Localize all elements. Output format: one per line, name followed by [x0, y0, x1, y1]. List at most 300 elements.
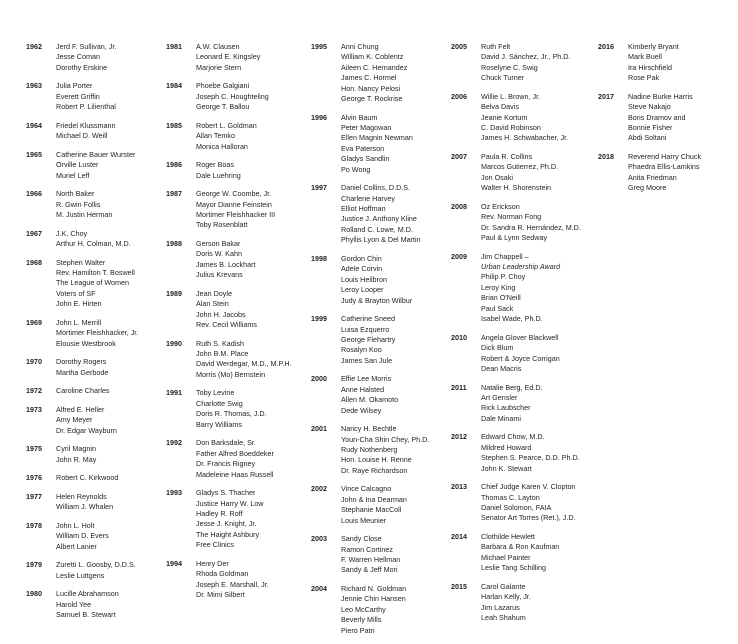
honoree-name: William J. Whalen: [56, 502, 114, 512]
honoree-name: The Haight Ashbury: [196, 529, 260, 539]
honoree-name: Hon. Louise H. Renne: [341, 455, 412, 465]
year-entry: [311, 183, 429, 245]
honoree-name: Joseph E. Marshall, Jr.: [196, 579, 269, 589]
honoree-name: Abdi Soltani: [628, 133, 667, 143]
honoree-name: David J. Sánchez, Jr., Ph.D.: [481, 52, 571, 62]
honoree-name: Doris R. Thomas, J.D.: [196, 409, 267, 419]
honoree-names: [56, 405, 117, 436]
year-label: 2010: [451, 332, 467, 342]
honoree-name: Paul Sack: [481, 303, 514, 313]
year-label: 1984: [166, 81, 182, 91]
honoree-name: George W. Coombe, Jr.: [196, 189, 272, 199]
year-label: 2004: [311, 583, 327, 593]
year-label: 1967: [26, 228, 42, 238]
honoree-name: Rudy Nothenberg: [341, 444, 398, 454]
year-entry: [26, 258, 138, 310]
honoree-name: James C. Hormel: [341, 73, 397, 83]
honoree-name: Marjorie Stern: [196, 62, 242, 72]
honoree-names: [56, 521, 109, 552]
year-entry: [26, 318, 138, 349]
year-entry: [451, 42, 581, 84]
honoree-name: Everett Griffin: [56, 91, 100, 101]
honoree-name: Mildred Howard: [481, 442, 532, 452]
honoree-name: John L. Holt: [56, 520, 95, 530]
honoree-name: Lucille Abrahamson: [56, 589, 119, 599]
honoree-names: [56, 386, 110, 396]
honoree-name: Chief Judge Karen V. Clopton: [481, 482, 576, 492]
honoree-names: [56, 81, 116, 112]
honoree-name: Dale Minami: [481, 413, 521, 423]
honoree-name: Jeanie Kortum: [481, 112, 528, 122]
honoree-name: Robert L. Goldman: [196, 120, 257, 130]
honoree-name: Boris Dramov and: [628, 112, 686, 122]
year-label: 1969: [26, 317, 42, 327]
honoree-name: Nadine Burke Harris: [628, 91, 693, 101]
honoree-name: Rick Laubscher: [481, 403, 531, 413]
honoree-name: Po Wong: [341, 164, 371, 174]
year-entry: [451, 333, 581, 375]
column-3: [311, 42, 429, 644]
year-entry: [311, 584, 429, 636]
year-label: 1978: [26, 520, 42, 530]
honoree-name: Dr. Mimi Silbert: [196, 589, 245, 599]
honoree-name: Muriel Leff: [56, 170, 90, 180]
honoree-name: Brian O'Neill: [481, 293, 521, 303]
honoree-name: Henry Der: [196, 558, 229, 568]
honoree-name: Hadley R. Roff: [196, 508, 243, 518]
year-label: 1966: [26, 189, 42, 199]
year-label: 1970: [26, 357, 42, 367]
honoree-names: [196, 339, 292, 381]
honoree-name: Don Barksdale, Sr.: [196, 438, 256, 448]
honoree-names: [196, 160, 241, 181]
honoree-name: Aileen C. Hernandez: [341, 62, 408, 72]
year-label: 2016: [598, 42, 614, 51]
honoree-name: Rolland C. Lowe, M.D.: [341, 224, 413, 234]
honoree-name: Stephen S. Pearce, D.D. Ph.D.: [481, 453, 580, 463]
year-entry: [166, 438, 292, 480]
honoree-name: Julius Krevans: [196, 270, 243, 280]
year-label: 2001: [311, 424, 327, 434]
honoree-name: Mayor Dianne Feinstein: [196, 199, 272, 209]
honoree-name: Clothilde Hewlett: [481, 531, 535, 541]
year-label: 2000: [311, 374, 327, 384]
honoree-name: Harlan Kelly, Jr.: [481, 592, 531, 602]
honoree-names: [196, 388, 267, 430]
honoree-name: John K. Stewart: [481, 463, 532, 473]
year-entry: [451, 582, 581, 624]
honoree-name: Robert C. Kirkwood: [56, 473, 119, 483]
year-label: 2002: [311, 484, 327, 494]
honoree-name: Gladys S. Thacher: [196, 488, 256, 498]
honoree-names: [481, 202, 581, 244]
honoree-name: Youn-Cha Shin Chey, Ph.D.: [341, 434, 430, 444]
honoree-names: [56, 318, 138, 349]
honoree-name: Cyril Magnin: [56, 444, 96, 454]
honoree-names: [56, 121, 116, 142]
honoree-name: Sandy & Jeff Mori: [341, 565, 398, 575]
year-label: 1972: [26, 386, 42, 396]
honoree-name: Piero Patri: [341, 625, 375, 635]
year-label: 1987: [166, 189, 182, 199]
honoree-name: Anne Halsted: [341, 384, 385, 394]
honoree-names: [341, 484, 407, 526]
honoree-name: Dick Blum: [481, 343, 514, 353]
honoree-name: Rhoda Goldman: [196, 569, 249, 579]
year-label: 2011: [451, 382, 467, 392]
year-label: 1992: [166, 438, 182, 448]
year-entry: [26, 405, 138, 436]
honoree-name: Michael Painter: [481, 552, 531, 562]
honoree-name: Dean Macris: [481, 363, 522, 373]
honoree-name: Walter H. Shorenstein: [481, 183, 552, 193]
honoree-name: Natalie Berg, Ed.D.: [481, 382, 543, 392]
honoree-name: Justice J. Anthony Kline: [341, 214, 417, 224]
honoree-name: George T. Rockrise: [341, 94, 403, 104]
honoree-name: Charlotte Swig: [196, 398, 243, 408]
honoree-name: Ellen Magnin Newman: [341, 133, 413, 143]
honoree-names: [56, 492, 113, 513]
honoree-name: David Werdegar, M.D., M.P.H.: [196, 359, 292, 369]
year-entry: [451, 252, 581, 325]
honoree-name: William D. Evers: [56, 531, 109, 541]
honoree-name: Paul & Lynn Sedway: [481, 233, 548, 243]
honoree-names: [196, 559, 269, 601]
honoree-name: Willie L. Brown, Jr.: [481, 91, 541, 101]
year-label: 1986: [166, 160, 182, 170]
honoree-names: [628, 42, 679, 84]
honoree-name: William K. Coblentz: [341, 52, 404, 62]
honoree-name: Martha Gerbode: [56, 367, 109, 377]
honoree-name: Rosalyn Koo: [341, 345, 382, 355]
honoree-name: Allan Temko: [196, 131, 236, 141]
honoree-name: Mortimer Fleishhacker III: [196, 210, 276, 220]
year-label: 1968: [26, 257, 42, 267]
honoree-names: [481, 582, 531, 624]
honoree-names: [341, 584, 406, 636]
year-entry: [26, 521, 138, 552]
year-label: 1988: [166, 239, 182, 249]
year-label: 1962: [26, 42, 42, 51]
honoree-name: Dorothy Rogers: [56, 357, 107, 367]
honoree-name: Hon. Nancy Pelosi: [341, 83, 401, 93]
honoree-name: Anita Friedman: [628, 172, 677, 182]
honoree-names: [196, 42, 260, 73]
year-label: 1981: [166, 42, 182, 51]
honoree-name: Helen Reynolds: [56, 491, 107, 501]
year-label: 1995: [311, 42, 327, 51]
year-entry: [598, 42, 701, 84]
honoree-names: [481, 42, 570, 84]
honoree-name: Doris W. Kahn: [196, 249, 242, 259]
honoree-names: [628, 152, 701, 194]
year-entry: [166, 488, 292, 550]
honoree-names: [196, 121, 257, 152]
honoree-names: [196, 81, 269, 112]
year-entry: [26, 560, 138, 581]
honoree-names: [341, 314, 395, 366]
honoree-names: [56, 258, 135, 310]
honoree-name: Phoebe Galgiani: [196, 81, 250, 91]
honoree-name: Daniel Collins, D.D.S.: [341, 183, 411, 193]
honoree-name: Samuel B. Stewart: [56, 610, 116, 620]
honoree-name: Alvin Baum: [341, 112, 378, 122]
year-entry: [311, 314, 429, 366]
year-label: 2007: [451, 152, 467, 162]
year-label: 2017: [598, 91, 614, 101]
honoree-name: Reverend Harry Chuck: [628, 152, 702, 162]
honoree-name: Dale Luehring: [196, 170, 241, 180]
honoree-name: Edward Chow, M.D.: [481, 432, 545, 442]
honoree-name: Art Gensler: [481, 392, 518, 402]
honoree-name: Ira Hirschfield: [628, 62, 672, 72]
year-label: 1997: [311, 183, 327, 193]
honoree-name: James H. Schwabacher, Jr.: [481, 133, 569, 143]
honoree-name: Leroy King: [481, 282, 516, 292]
honoree-name: Thomas C. Layton: [481, 492, 540, 502]
year-entry: [311, 42, 429, 104]
honoree-names: [341, 254, 412, 306]
honoree-name: Marcos Gutierrez, Ph.D.: [481, 162, 559, 172]
honoree-name: Rev. Hamilton T. Boswell: [56, 268, 135, 278]
honoree-name: Oz Erickson: [481, 201, 520, 211]
year-label: 1985: [166, 120, 182, 130]
honoree-names: [481, 482, 576, 524]
honoree-name: James San Jule: [341, 355, 393, 365]
year-label: 1977: [26, 491, 42, 501]
honoree-names: [481, 383, 543, 425]
honoree-name: Rev. Cecil Williams: [196, 320, 257, 330]
honoree-name: C. David Robinson: [481, 123, 541, 133]
year-entry: [26, 150, 138, 181]
honoree-name: Ruth S. Kadish: [196, 338, 244, 348]
honoree-name: Eva Paterson: [341, 143, 385, 153]
year-entry: [451, 532, 581, 574]
year-label: 1990: [166, 338, 182, 348]
honoree-name: Nancy H. Bechtle: [341, 424, 397, 434]
honoree-name: Belva Davis: [481, 102, 519, 112]
honoree-names: [341, 113, 413, 175]
honoree-name: Beverly Mills: [341, 615, 382, 625]
honoree-name: Alan Stein: [196, 299, 229, 309]
honoree-names: [196, 289, 257, 331]
year-entry: [166, 239, 292, 281]
year-entry: [26, 189, 138, 220]
year-label: 2005: [451, 42, 467, 51]
honoree-names: [341, 183, 421, 245]
honoree-names: [481, 532, 559, 574]
year-entry: [26, 81, 138, 112]
year-entry: [26, 42, 138, 73]
honoree-names: [56, 229, 131, 250]
honoree-name: Robert & Joyce Corrigan: [481, 353, 560, 363]
honoree-names: [341, 42, 407, 104]
honoree-name: Gladys Sandlin: [341, 154, 390, 164]
year-entry: [26, 357, 138, 378]
honoree-name: Elliot Hoffman: [341, 204, 386, 214]
year-entry: [451, 383, 581, 425]
honoree-names: [481, 333, 560, 375]
year-label: 1994: [166, 558, 182, 568]
honoree-name: Rev. Norman Fong: [481, 212, 542, 222]
honoree-name: Toby Levine: [196, 388, 235, 398]
year-entry: [166, 559, 292, 601]
honoree-name: Caroline Charles: [56, 386, 110, 396]
honoree-name: The League of Women: [56, 278, 129, 288]
honoree-name: Ruth Felt: [481, 42, 511, 51]
year-label: 2006: [451, 91, 467, 101]
honoree-name: John & Ina Dearman: [341, 494, 407, 504]
year-label: 1996: [311, 112, 327, 122]
honoree-name: Dorothy Erskine: [56, 62, 108, 72]
honoree-name: Free Clinics: [196, 540, 234, 550]
honoree-name: Stephen Walter: [56, 257, 106, 267]
honoree-name: Allen M. Okamoto: [341, 395, 399, 405]
year-label: 1965: [26, 149, 42, 159]
honoree-name: Catherine Bauer Wurster: [56, 149, 136, 159]
honoree-name: Leroy Looper: [341, 285, 384, 295]
year-entry: [451, 482, 581, 524]
honoree-name: Dr. Raye Richardson: [341, 465, 408, 475]
honoree-name: Dr. Sandra R. Hernández, M.D.: [481, 222, 581, 232]
honoree-name: Barbara & Ron Kaufman: [481, 542, 560, 552]
award-name: Urban Leadership Award: [481, 262, 561, 272]
year-entry: [311, 113, 429, 175]
year-entry: [26, 492, 138, 513]
honoree-name: North Baker: [56, 189, 95, 199]
honoree-names: [56, 189, 112, 220]
honoree-name: Jerd F. Sullivan, Jr.: [56, 42, 117, 51]
honoree-name: A.W. Clausen: [196, 42, 240, 51]
year-label: 2018: [598, 152, 614, 162]
honoree-name: Effie Lee Morris: [341, 374, 392, 384]
honoree-name: J.K. Choy: [56, 228, 88, 238]
honoree-names: [341, 424, 429, 476]
honoree-name: Daniel Solomon, FAIA: [481, 502, 552, 512]
honoree-name: Catherine Sneed: [341, 314, 395, 324]
honoree-name: Angela Glover Blackwell: [481, 332, 559, 342]
year-entry: [166, 160, 292, 181]
honoree-name: Phaedra Ellis-Lamkins: [628, 162, 700, 172]
honoree-names: [481, 252, 560, 325]
year-entry: [451, 92, 581, 144]
year-entry: [166, 388, 292, 430]
honoree-names: [481, 92, 568, 144]
honoree-name: Greg Moore: [628, 183, 667, 193]
year-label: 1998: [311, 253, 327, 263]
year-entry: [26, 229, 138, 250]
year-entry: [451, 152, 581, 194]
honoree-name: Harold Yee: [56, 599, 92, 609]
honoree-name: Stephanie MacColl: [341, 505, 402, 515]
honoree-names: [56, 560, 136, 581]
honoree-name: Leslie Tang Schilling: [481, 563, 546, 573]
honoree-name: Alfred E. Heller: [56, 404, 105, 414]
honoree-name: Mortimer Fleishhacker, Jr.: [56, 328, 139, 338]
honoree-name: Steve Nakajo: [628, 102, 671, 112]
honoree-name: Voters of SF: [56, 288, 96, 298]
honoree-name: Dr. Edgar Wayburn: [56, 425, 117, 435]
honoree-name: Roselyne C. Swig: [481, 62, 538, 72]
honoree-names: [196, 488, 264, 550]
honoree-name: Jennie Chin Hansen: [341, 594, 406, 604]
year-entry: [166, 121, 292, 152]
honoree-name: Toby Rosenblatt: [196, 220, 248, 230]
year-label: 1980: [26, 589, 42, 599]
honoree-name: Bonnie Fisher: [628, 123, 673, 133]
honoree-name: George T. Ballou: [196, 102, 250, 112]
column-2: [166, 42, 292, 609]
honoree-name: Arthur H. Colman, M.D.: [56, 239, 131, 249]
honoree-name: Amy Meyer: [56, 415, 93, 425]
honoree-name: Jesse J. Knight, Jr.: [196, 519, 257, 529]
honoree-name: Gordon Chin: [341, 253, 382, 263]
year-label: 2012: [451, 432, 467, 442]
honoree-name: Judy & Brayton Wilbur: [341, 295, 413, 305]
honoree-name: Robert P. Lilienthal: [56, 102, 116, 112]
honoree-names: [56, 589, 119, 620]
year-label: 1963: [26, 81, 42, 91]
year-label: 1973: [26, 404, 42, 414]
honoree-name: Chuck Turner: [481, 73, 525, 83]
year-entry: [26, 589, 138, 620]
year-label: 1991: [166, 388, 182, 398]
year-entry: [166, 189, 292, 231]
honoree-name: Monica Halloran: [196, 141, 248, 151]
year-entry: [311, 534, 429, 576]
honoree-name: Friedel Klussmann: [56, 120, 116, 130]
year-label: 2013: [451, 482, 467, 492]
honoree-name: Isabel Wade, Ph.D.: [481, 314, 543, 324]
honoree-names: [481, 432, 580, 474]
year-label: 1999: [311, 314, 327, 324]
honoree-name: F. Warren Hellman: [341, 554, 401, 564]
honoree-names: [481, 152, 558, 194]
honoree-name: Dr. Francis Rigney: [196, 459, 256, 469]
honoree-names: [196, 438, 274, 480]
column-1: [26, 42, 138, 629]
year-entry: [166, 81, 292, 112]
honoree-name: Mark Buell: [628, 52, 662, 62]
honoree-name: John B.M. Place: [196, 349, 249, 359]
year-entry: [26, 444, 138, 465]
honoree-name: Phyllis Lyon & Del Martin: [341, 235, 421, 245]
honoree-name: Charlene Harvey: [341, 193, 395, 203]
honoree-name: Leslie Luttgens: [56, 570, 105, 580]
honoree-names: [56, 150, 135, 181]
honoree-name: Paula R. Collins: [481, 152, 533, 162]
honoree-name: Richard N. Goldman: [341, 583, 407, 593]
honoree-name: R. Gwin Follis: [56, 199, 101, 209]
honoree-name: John R. May: [56, 454, 97, 464]
year-entry: [598, 152, 701, 194]
honoree-name: Kimberly Bryant: [628, 42, 679, 51]
year-label: 1989: [166, 288, 182, 298]
honoree-name: Joseph C. Houghteling: [196, 91, 269, 101]
honoree-names: [56, 473, 118, 483]
honoree-name: Vince Calcagno: [341, 484, 392, 494]
year-label: 1976: [26, 473, 42, 483]
honoree-name: Zuretti L. Goosby, D.D.S.: [56, 560, 136, 570]
honoree-name: Dede Wilsey: [341, 405, 382, 415]
honoree-name: Senator Art Torres (Ret.), J.D.: [481, 513, 576, 523]
year-entry: [311, 374, 429, 416]
honoree-name: Elousie Westbrook: [56, 338, 116, 348]
honoree-name: Jim Chappell –: [481, 251, 529, 261]
honoree-names: [56, 444, 96, 465]
honoree-name: Jim Lazarus: [481, 602, 520, 612]
honoree-name: Sandy Close: [341, 534, 382, 544]
